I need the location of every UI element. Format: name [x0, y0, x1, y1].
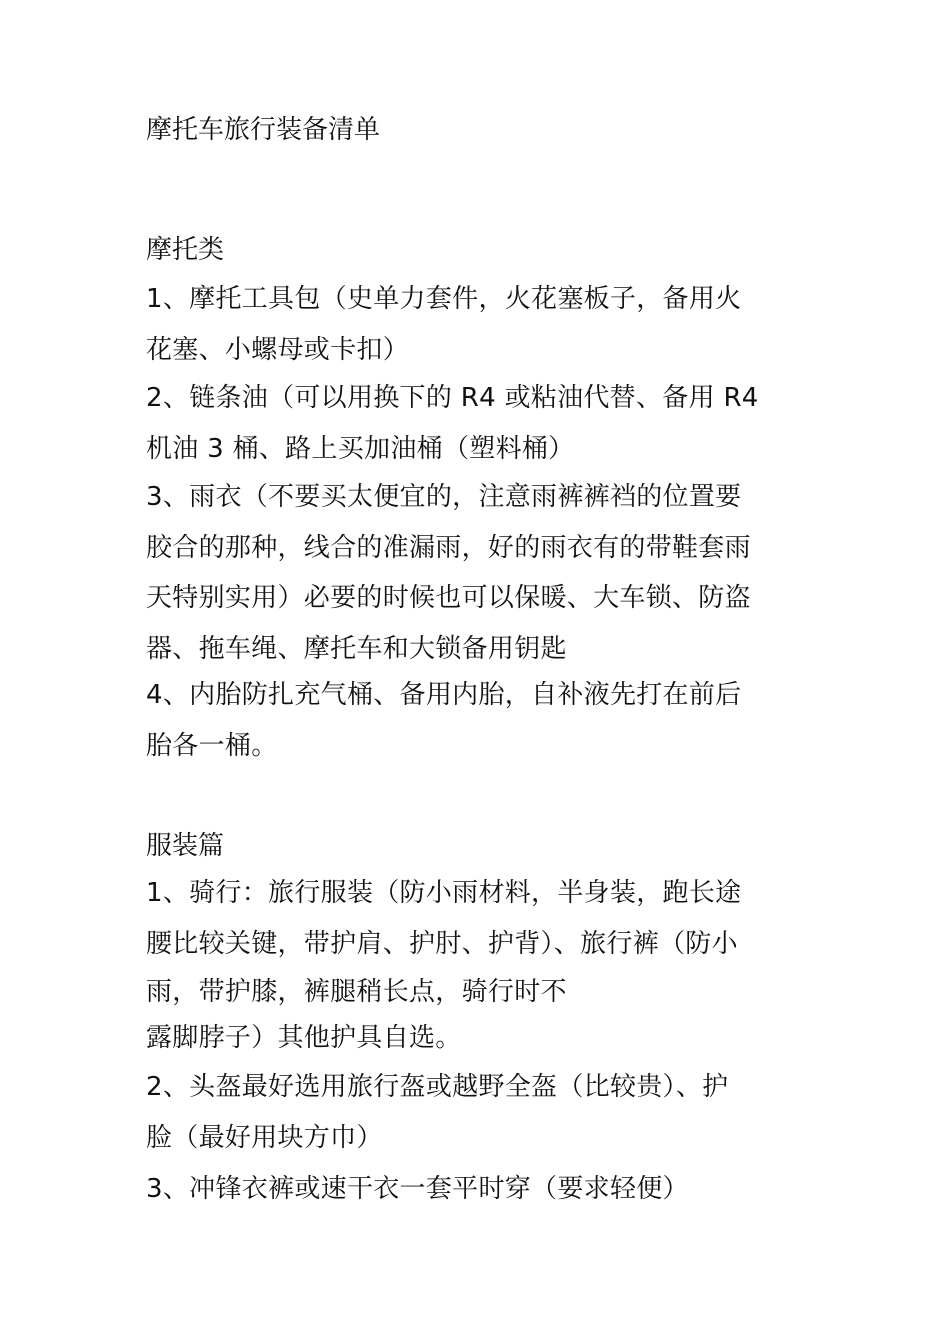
list-item [146, 373, 814, 474]
item-line: 1、摩托工具包（史单力套件，火花塞板子，备用火 [146, 284, 742, 314]
document-title: 摩托车旅行装备清单 [146, 115, 381, 145]
item-line: 4、内胎防扎充气桶、备用内胎，自补液先打在前后 [146, 680, 742, 710]
list-item [146, 868, 814, 1061]
item-line: 胎各一桶。 [146, 730, 278, 761]
item-line: 3、雨衣（不要买太便宜的，注意雨裤裤裆的位置要 [146, 482, 742, 512]
item-line: 天特别实用）必要的时候也可以保暖、大车锁、防盗 [146, 583, 751, 613]
list-item [146, 1164, 814, 1215]
item-line: 露脚脖子）其他护具自选。 [146, 1023, 462, 1053]
item-line: 2、链条油（可以用换下的 R4 或粘油代替、备用 R4 [146, 383, 759, 413]
item-line: 器、拖车绳、摩托车和大锁备用钥匙 [146, 633, 567, 664]
list-item [146, 1062, 814, 1163]
item-line: 机油 3 桶、路上买加油桶（塑料桶） [146, 433, 575, 464]
section-heading-clothing: 服装篇 [146, 831, 225, 861]
list-item [146, 472, 814, 674]
item-line: 2、头盔最好选用旅行盔或越野全盔（比较贵）、护 [146, 1072, 729, 1102]
item-line: 雨，带护膝，裤腿稍长点，骑行时不 [146, 977, 567, 1007]
item-line: 胶合的那种，线合的准漏雨，好的雨衣有的带鞋套雨 [146, 532, 751, 563]
item-line: 花塞、小螺母或卡扣） [146, 334, 410, 365]
item-line: 1、骑行：旅行服装（防小雨材料，半身装，跑长途 [146, 878, 742, 908]
item-line: 腰比较关键，带护肩、护肘、护背）、旅行裤（防小 [146, 928, 738, 959]
item-line: 3、冲锋衣裤或速干衣一套平时穿（要求轻便） [146, 1174, 689, 1204]
list-item [146, 670, 814, 771]
list-item [146, 274, 814, 375]
section-heading-motorcycle: 摩托类 [146, 235, 225, 265]
item-line: 脸（最好用块方巾） [146, 1122, 383, 1153]
